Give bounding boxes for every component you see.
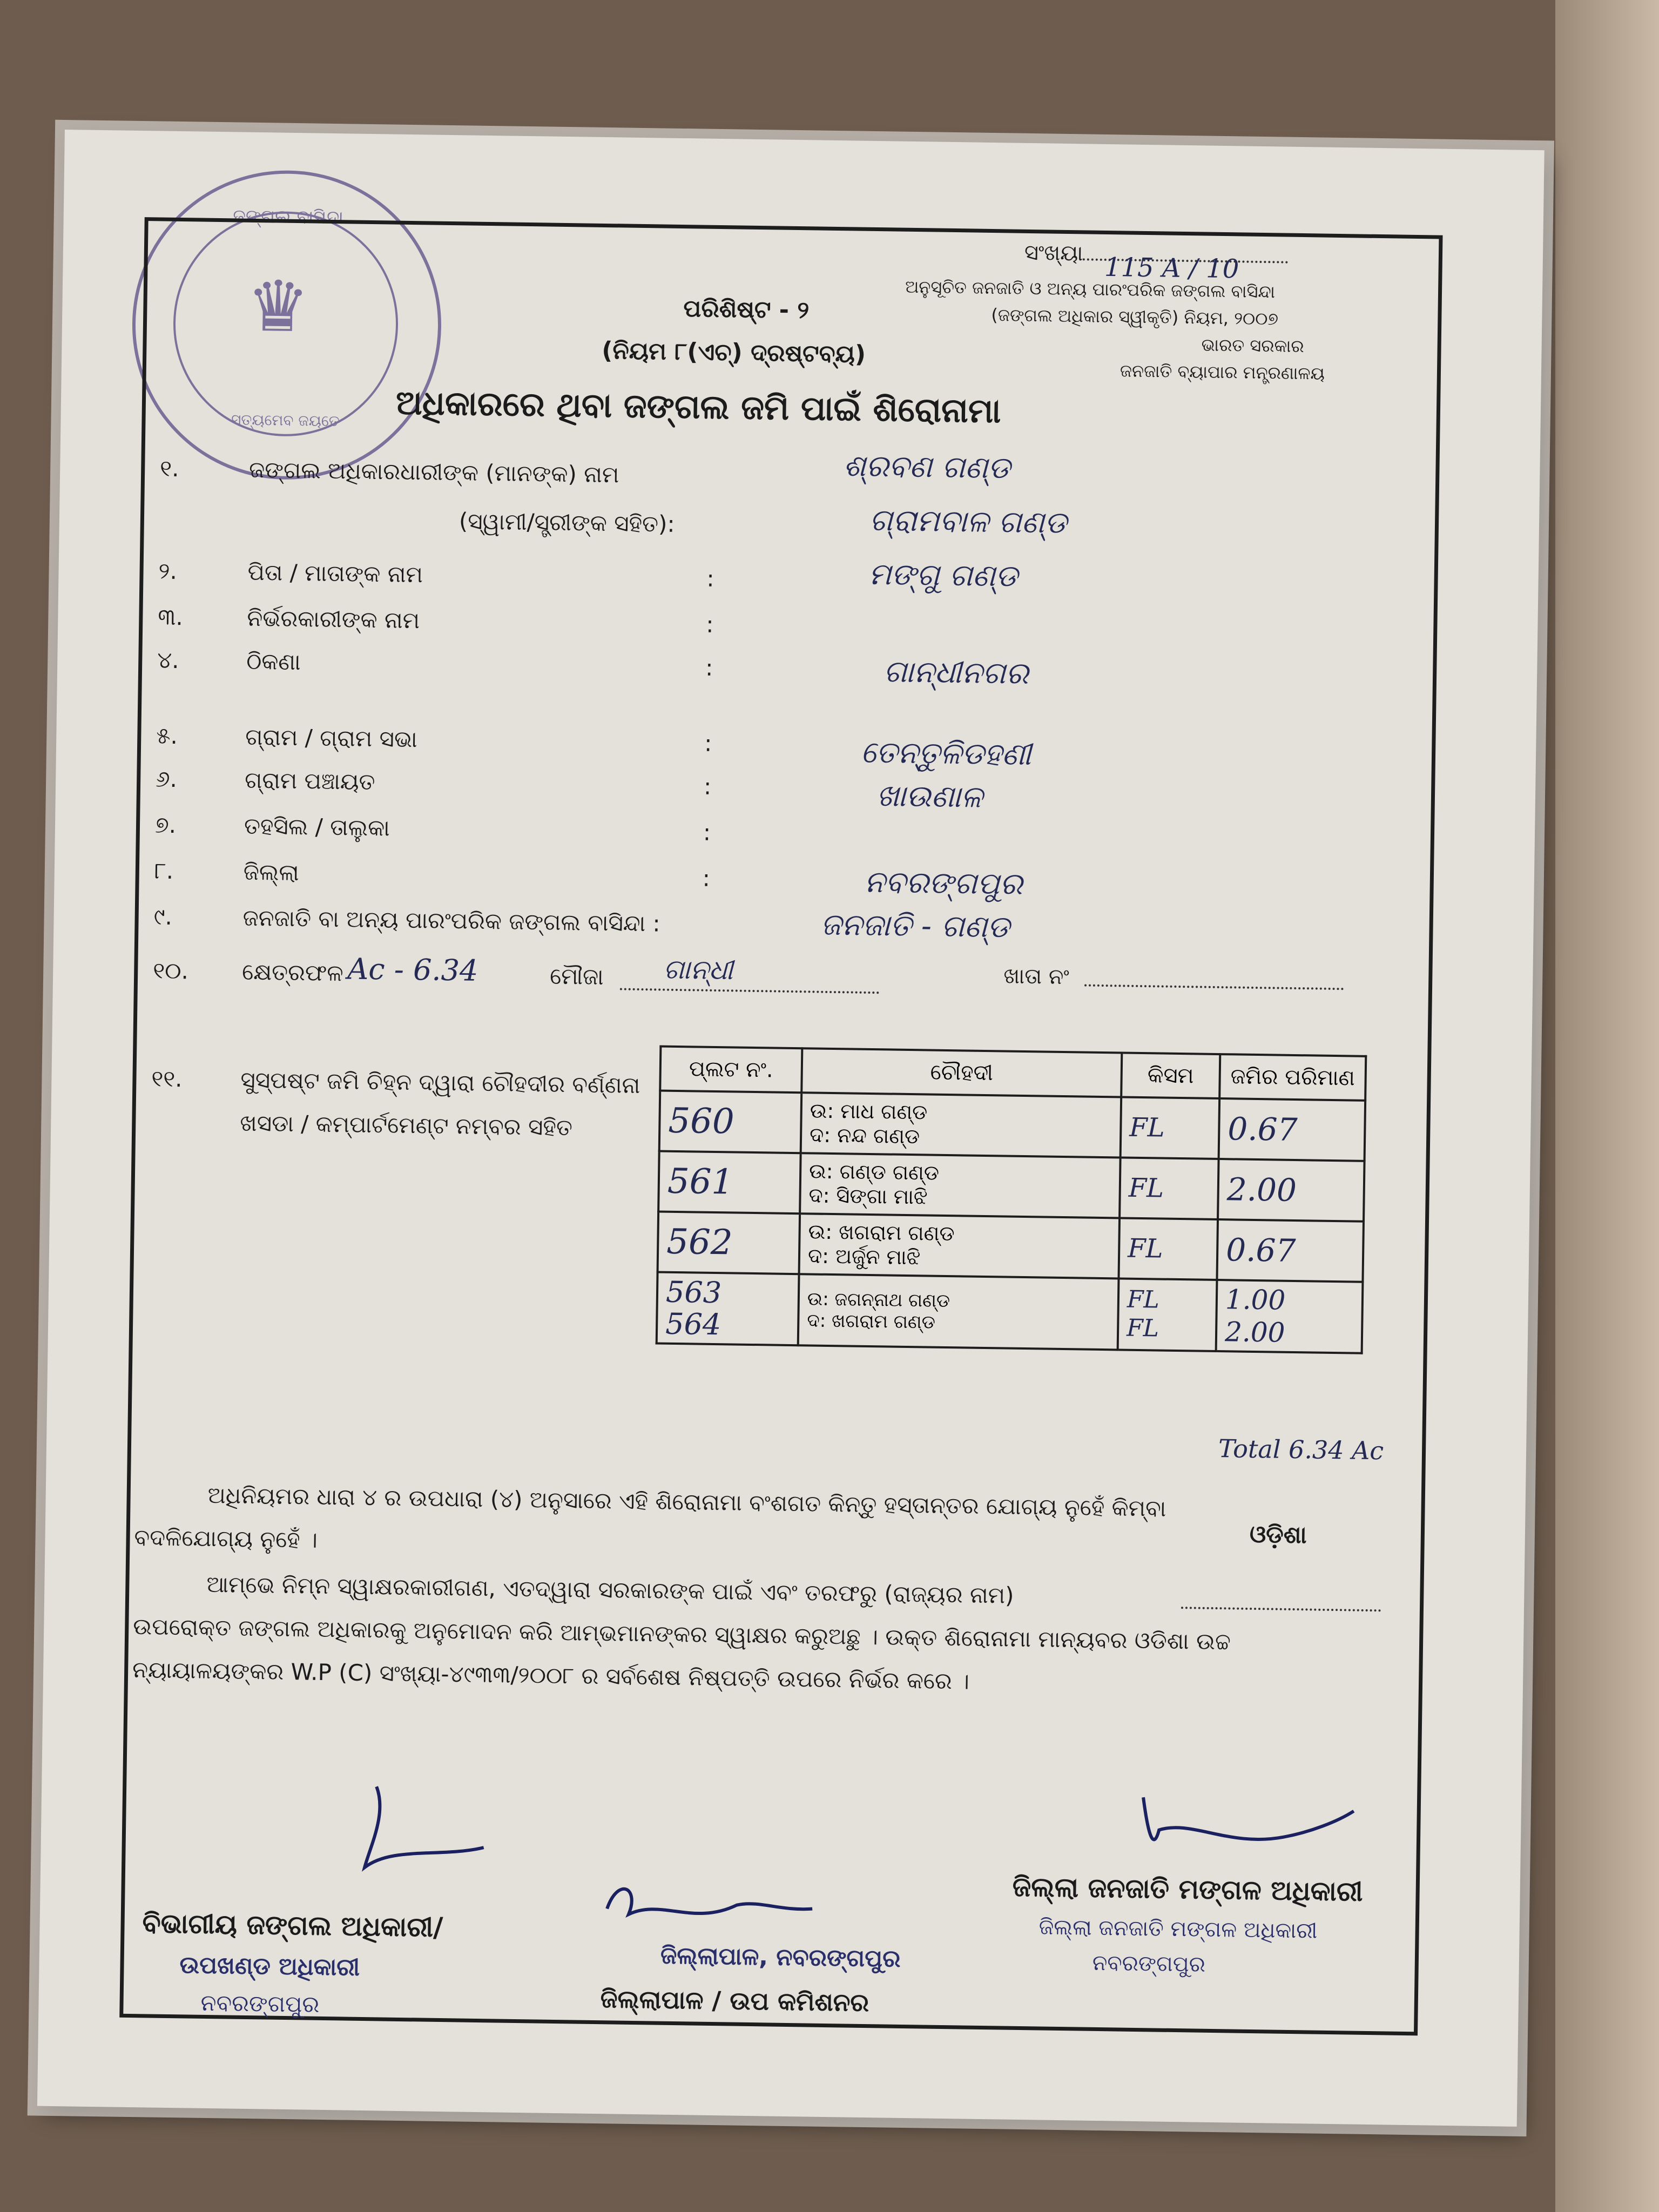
body-line-3: ଆମ୍ଭେ ନିମ୍ନ ସ୍ୱାକ୍ଷରକାରୀଗଣ, ଏତଦ୍ୱାରା ସରକାରଙ୍କ ପାଇଁ ଏବଂ ତରଫରୁ (ରାଜ୍ୟର ନାମ) [206, 1570, 1014, 1609]
area-value: 0.67 [1217, 1219, 1364, 1282]
field-7-number: ୭. [154, 811, 177, 839]
act-line-4: ଜନଜାତି ବ୍ୟାପାର ମନ୍ତ୍ରଣାଳୟ [1120, 360, 1325, 384]
north-boundary: ଉ: ଗଣ୍ଡ ଗଣ୍ଡ [808, 1159, 940, 1185]
right-signature [1121, 1786, 1359, 1865]
table-row [658, 1212, 1364, 1282]
header-land-area: ଜମିର ପରିମାଣ [1219, 1054, 1366, 1101]
plot-number: 561 [658, 1151, 801, 1214]
area-value: 0.67 [1219, 1098, 1366, 1161]
state-name: ଓଡ଼ିଶା [1249, 1520, 1307, 1549]
table-row [658, 1151, 1364, 1222]
field-2-number: ୨. [158, 557, 178, 584]
kisam-value: FL [1126, 1314, 1159, 1343]
field-9-label: ଜନଜାତି ବା ଅନ୍ୟ ପାରଂପରିକ ଜଙ୍ଗଲ ବାସିନ୍ଦା : [242, 904, 660, 937]
plot-number: 563 [665, 1274, 722, 1310]
table-row [659, 1091, 1365, 1161]
plot-number: 562 [658, 1212, 800, 1274]
kisam-value: FL [1121, 1097, 1220, 1159]
field-4-label: ଠିକଣା [246, 648, 301, 676]
boundary-label-line-2: ଖସଡା / କମ୍ପାର୍ଟମେଣ୍ଟ ନମ୍ବର ସହିତ [240, 1109, 573, 1141]
area-value: 2.00 [1224, 1316, 1285, 1348]
kisam-value: FL [1127, 1285, 1160, 1314]
plot-number: 564 [665, 1306, 721, 1342]
field-10-number: ୧୦. [152, 957, 189, 984]
field-4-value: ଗାନ୍ଧୀନଗର [883, 654, 1029, 692]
left-signatory-place: ନବରଙ୍ଗପୁର [200, 1989, 320, 2018]
body-line-2: ବଦଳିଯୋଗ୍ୟ ନୁହେଁ । [134, 1524, 318, 1553]
forest-land-title-certificate [37, 130, 1545, 2127]
area-value: 2.00 [1218, 1159, 1365, 1222]
total-area: Total 6.34 Ac [1218, 1434, 1384, 1466]
act-line-3: ଭାରତ ସରକାର [1201, 334, 1304, 357]
field-9-number: ୯. [153, 903, 173, 930]
field-6-label: ଗ୍ରାମ ପଞ୍ଚାୟତ [244, 766, 375, 795]
field-8-value: ନବରଙ୍ଗପୁର [864, 864, 1023, 902]
south-boundary: ଦ: ଅର୍ଜୁନ ମାଝି [807, 1244, 921, 1270]
right-signatory-stamp: ଜିଲ୍ଲା ଜନଜାତି ମଙ୍ଗଳ ଅଧିକାରୀ [1038, 1914, 1318, 1944]
header-boundary: ଚୌହଦୀ [801, 1048, 1122, 1097]
left-signatory-stamp: ଉପଖଣ୍ଡ ଅଧିକାରୀ [179, 1951, 360, 1981]
table-surface-edge [1555, 0, 1659, 2212]
south-boundary: ଦ: ଖଗରାମ ଗଣ୍ଡ [807, 1310, 936, 1333]
right-signatory-title: ଜିଲ୍ଲା ଜନଜାତି ମଙ୍ଗଳ ଅଧିକାରୀ [1012, 1871, 1364, 1907]
field-6-number: ୬. [155, 765, 178, 793]
field-5-number: ୫. [156, 722, 178, 750]
field-5-value: ତେନ୍ତୁଳିଡହଣୀ [860, 734, 1032, 773]
boundary-label-line-1: ସୁସ୍ପଷ୍ଟ ଜମି ଚିହ୍ନ ଦ୍ୱାରା ଚୌହଦୀର ବର୍ଣ୍ଣନା [240, 1066, 640, 1099]
field-3-label: ନିର୍ଭରକାରୀଙ୍କ ନାମ [247, 604, 420, 634]
mouza-value: ଗାନ୍ଧୀ [663, 953, 733, 986]
area-value: 1.00 [1225, 1284, 1286, 1316]
area-label: କ୍ଷେତ୍ରଫଳ [241, 958, 343, 987]
left-signatory-title: ବିଭାଗୀୟ ଜଙ୍ଗଲ ଅଧିକାରୀ/ [142, 1907, 443, 1944]
south-boundary: ଦ: ସିଙ୍ଗା ମାଝି [808, 1183, 928, 1209]
field-3-number: ୩. [158, 603, 184, 631]
field-1-value: ଶ୍ରବଣ ଗଣ୍ଡ [842, 448, 1011, 486]
middle-signature [596, 1876, 824, 1944]
serial-number-label: ସଂଖ୍ୟା [1024, 240, 1083, 266]
rule-reference: (ନିୟମ ୮(ଏଚ୍) ଦ୍ରଷ୍ଟବ୍ୟ) [602, 336, 866, 368]
field-6-value: ଖାଉଣାଳ [876, 778, 983, 815]
field-list: ୧. ଜଙ୍ଗଲ ଅଧିକାରଧାରୀଙ୍କ (ମାନଙ୍କ) ନାମ ଶ୍ରବଣ ଗଣ୍ଡ (ସ୍ୱାମୀ/ସ୍ତ୍ରୀଙ୍କ ସହିତ): ଗ୍ରାମବାଳ ଗଣ୍ଡ ୨. ପିତା / ମାତାଙ୍କ ନାମ : ମଙ୍ଗୁ ଗଣ୍ଡ ୩. ନିର୍ଭରକାରୀଙ୍କ ନାମ : ୪. ଠିକଣା : ଗାନ୍ଧୀନଗର ୫. ଗ୍ରାମ / ଗ୍ରାମ ସଭା : ତେନ୍ତୁଳିଡହଣୀ ୬. ଗ୍ରାମ ପଞ୍ଚାୟତ : ଖାଉଣାଳ ୭. ତହସିଲ / ତାଲୁକା : ୮. ଜିଲ୍ଲା : ନବରଙ୍ଗପୁର ୯. ଜନଜାତି ବା ଅନ୍ୟ ପାରଂପରିକ ଜଙ୍ଗଲ ବାସିନ୍ଦା : ଜନଜାତି - ଗଣ୍ଡ [153, 448, 1067, 945]
header-plot-no: ପ୍ଲଟ ନଂ. [660, 1047, 802, 1093]
body-line-5: ନ୍ୟାୟାଳୟଙ୍କର W.P (C) ସଂଖ୍ୟା-୪୯୩୩/୨୦୦୮ ର ସର୍ବଶେଷ ନିଷ୍ପତ୍ତି ଉପରେ ନିର୍ଭର କରେ । [132, 1656, 970, 1695]
plot-number: 560 [659, 1091, 802, 1154]
area-value: Ac - 6.34 [347, 952, 478, 988]
emblem-icon: ♛ [246, 265, 311, 348]
middle-signatory-title: ଜିଲ୍ଲାପାଳ / ଉପ କମିଶନର [600, 1984, 869, 2018]
field-1-number: ୧. [159, 455, 179, 482]
north-boundary: ଉ: ଜଗନ୍ନାଥ ଗଣ୍ଡ [807, 1288, 950, 1312]
act-line-2: (ଜଙ୍ଗଲ ଅଧିକାର ସ୍ୱୀକୃତି) ନିୟମ, ୨୦୦୭ [991, 304, 1279, 329]
field-1b-value: ଗ୍ରାମବାଳ ଗଣ୍ଡ [869, 502, 1067, 541]
north-boundary: ଉ: ମାଧ ଗଣ୍ଡ [810, 1098, 928, 1124]
middle-signatory-stamp: ଜିଲ୍ଲାପାଳ, ନବରଙ୍ଗପୁର [660, 1941, 901, 1973]
body-line-4: ଉପରୋକ୍ତ ଜଙ୍ଗଲ ଅଧିକାରକୁ ଅନୁମୋଦନ କରି ଆମ୍ଭମାନଙ୍କର ସ୍ୱାକ୍ଷର କରୁଅଛୁ । ଉକ୍ତ ଶିରୋନାମା ମାନ୍ୟବର ଓଡିଶା ଉଚ୍ଚ [132, 1613, 1231, 1655]
header-kisam: କିସମ [1121, 1053, 1220, 1098]
south-boundary: ଦ: ନନ୍ଦ ଗଣ୍ଡ [809, 1123, 920, 1149]
left-signature [343, 1781, 506, 1880]
mouza-label: ମୌଜା [549, 962, 604, 990]
seal-caption: ସତ୍ୟମେବ ଜୟତେ [231, 410, 340, 430]
field-2-value: ମଙ୍ଗୁ ଗଣ୍ଡ [868, 556, 1018, 594]
plot-boundary-table [656, 1046, 1367, 1354]
page-title: ଅଧିକାରରେ ଥିବା ଜଙ୍ଗଲ ଜମି ପାଇଁ ଶିରୋନାମା [395, 382, 1001, 431]
seal-ring-text: ଜଙ୍ଗଲ ବାସିନ୍ଦା [233, 205, 344, 229]
table-row [657, 1272, 1363, 1353]
right-signatory-place: ନବରଙ୍ଗପୁର [1092, 1950, 1206, 1977]
kisam-value: FL [1118, 1218, 1218, 1280]
field-1-label: ଜଙ୍ଗଲ ଅଧିକାରଧାରୀଙ୍କ (ମାନଙ୍କ) ନାମ [248, 456, 619, 488]
field-5-label: ଗ୍ରାମ / ଗ୍ରାମ ସଭା [245, 723, 417, 753]
field-2-label: ପିତା / ମାତାଙ୍କ ନାମ [247, 558, 423, 588]
kisam-value: FL [1120, 1157, 1219, 1219]
body-line-1: ଅଧିନିୟମର ଧାରା ୪ ର ଉପଧାରା (୪) ଅନୁସାରେ ଏହି ଶିରୋନାମା ବଂଶଗତ କିନ୍ତୁ ହସ୍ତାନ୍ତର ଯୋଗ୍ୟ ନୁହେଁ କିମ୍ବା [207, 1481, 1166, 1522]
field-1b-label: (ସ୍ୱାମୀ/ସ୍ତ୍ରୀଙ୍କ ସହିତ): [458, 508, 675, 537]
serial-number [1024, 240, 1289, 285]
serial-number-value: 115 A / 10 [1104, 252, 1239, 285]
field-8-label: ଜିଲ୍ଲା [243, 858, 300, 886]
appendix-label: ପରିଶିଷ୍ଟ - ୨ [683, 295, 810, 325]
khata-label: ଖାତା ନଂ [1003, 963, 1070, 990]
north-boundary: ଉ: ଖଗରାମ ଗଣ୍ଡ [808, 1219, 955, 1246]
field-11-number: ୧୧. [151, 1065, 183, 1092]
field-9-value: ଜନଜାତି - ଗଣ୍ଡ [820, 907, 1010, 945]
field-4-number: ୪. [157, 646, 179, 674]
field-7-label: ତହସିଲ / ତାଲୁକା [244, 812, 390, 841]
act-line-1: ଅନୁସୂଚିତ ଜନଜାତି ଓ ଅନ୍ୟ ପାରଂପରିକ ଜଙ୍ଗଲ ବାସିନ୍ଦା [905, 276, 1276, 302]
field-8-number: ୮. [154, 857, 174, 884]
